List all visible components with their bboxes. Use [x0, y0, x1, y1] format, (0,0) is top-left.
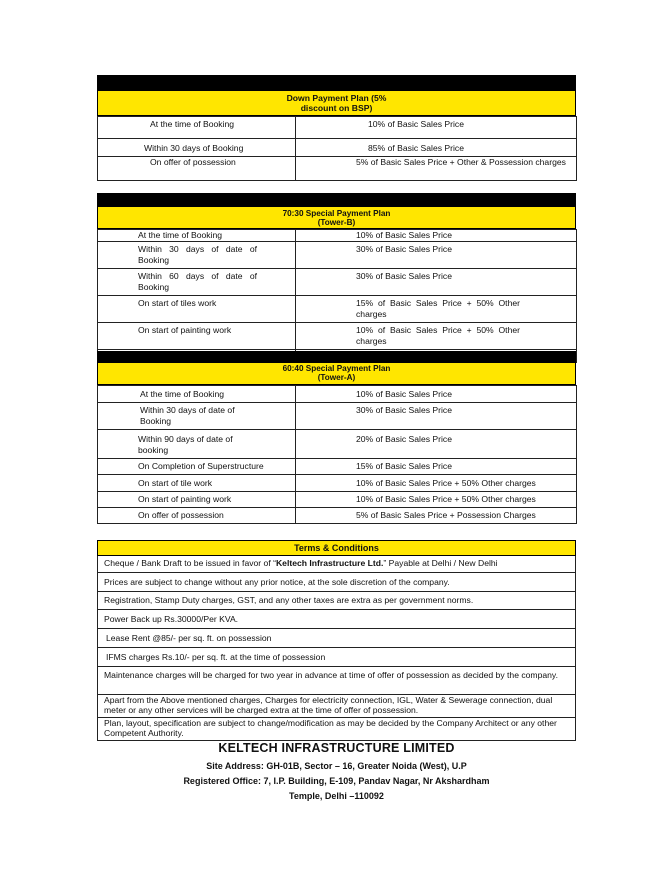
table-row	[98, 117, 577, 139]
stage-cell: Within 30 days of date of Booking	[98, 242, 296, 269]
section-header-bar	[97, 75, 576, 90]
table-row	[98, 157, 577, 181]
stage-cell: On start of tile work	[98, 475, 296, 492]
table-row	[98, 386, 577, 403]
stage-cell: Within 30 days of Booking	[98, 139, 296, 157]
down-payment-plan-section	[97, 75, 576, 181]
amount-cell: 10% of Basic Sales Price	[296, 386, 577, 403]
registered-office-city: Temple, Delhi –110092	[289, 791, 384, 801]
table-row	[98, 296, 577, 323]
table-row	[98, 492, 577, 508]
table-row	[98, 269, 577, 296]
company-footer	[97, 741, 576, 804]
stage-cell: On start of painting work	[98, 323, 296, 350]
company-name: KELTECH INFRASTRUCTURE LIMITED	[218, 741, 455, 755]
table-row	[98, 459, 577, 475]
table-row	[98, 430, 577, 459]
section-header-bar	[97, 351, 576, 362]
down-payment-plan-title: Down Payment Plan (5% discount on BSP)	[97, 90, 576, 116]
plan-7030-section	[97, 193, 576, 363]
amount-cell: 10% of Basic Sales Price + 50% Other charges	[296, 475, 577, 492]
amount-cell: 30% of Basic Sales Price	[296, 269, 577, 296]
amount-cell: 5% of Basic Sales Price + Other & Possession charges	[296, 157, 577, 181]
terms-item: Lease Rent @85/- per sq. ft. on possession	[97, 629, 576, 648]
amount-cell: 10% of Basic Sales Price	[296, 230, 577, 242]
amount-cell: 10% of Basic Sales Price + 50% Other charges	[296, 492, 577, 508]
table-row	[98, 139, 577, 157]
company-name-bold: Keltech Infrastructure Ltd.	[275, 558, 384, 568]
terms-item: Registration, Stamp Duty charges, GST, and any other taxes are extra as per government norms.	[97, 592, 576, 610]
table-row	[98, 242, 577, 269]
amount-cell: 15% of Basic Sales Price	[296, 459, 577, 475]
plan-6040-table	[97, 385, 577, 524]
table-row	[98, 475, 577, 492]
stage-cell: On offer of possession	[98, 508, 296, 524]
plan-7030-table	[97, 229, 577, 363]
stage-cell: On Completion of Superstructure	[98, 459, 296, 475]
terms-item: IFMS charges Rs.10/- per sq. ft. at the time of possession	[97, 648, 576, 667]
terms-item: Power Back up Rs.30000/Per KVA.	[97, 610, 576, 629]
amount-cell: 30% of Basic Sales Price	[296, 403, 577, 430]
terms-section	[97, 540, 576, 741]
stage-cell: On start of painting work	[98, 492, 296, 508]
section-header-bar	[97, 193, 576, 206]
stage-cell: Within 90 days of date of booking	[98, 430, 296, 459]
terms-item: Prices are subject to change without any prior notice, at the sole discretion of the company.	[97, 573, 576, 592]
terms-item: Apart from the Above mentioned charges, Charges for electricity connection, IGL, Water & Sewerage connection, dual meter or any other services will be charged extra at the time of offer of possession.	[97, 695, 576, 718]
amount-cell: 10% of Basic Sales Price + 50% Other charges	[296, 323, 577, 350]
plan-7030-title: 70:30 Special Payment Plan (Tower-B)	[97, 206, 576, 229]
stage-cell: On offer of possession	[98, 157, 296, 181]
table-row	[98, 230, 577, 242]
plan-6040-title: 60:40 Special Payment Plan (Tower-A)	[97, 362, 576, 385]
plan-6040-section	[97, 351, 576, 524]
stage-cell: At the time of Booking	[98, 117, 296, 139]
terms-title: Terms & Conditions	[97, 540, 576, 556]
terms-item-cheque: Cheque / Bank Draft to be issued in favor of “Keltech Infrastructure Ltd.” Payable at Delhi / New Delhi	[97, 556, 576, 573]
stage-cell: On start of tiles work	[98, 296, 296, 323]
site-address: Site Address: GH-01B, Sector – 16, Greater Noida (West), U.P	[206, 761, 467, 771]
table-row	[98, 403, 577, 430]
amount-cell: 5% of Basic Sales Price + Possession Charges	[296, 508, 577, 524]
amount-cell: 30% of Basic Sales Price	[296, 242, 577, 269]
amount-cell: 10% of Basic Sales Price	[296, 117, 577, 139]
terms-item: Maintenance charges will be charged for two year in advance at time of offer of possession as decided by the company.	[97, 667, 576, 695]
stage-cell: At the time of Booking	[98, 386, 296, 403]
stage-cell: Within 30 days of date of Booking	[98, 403, 296, 430]
table-row	[98, 508, 577, 524]
stage-cell: At the time of Booking	[98, 230, 296, 242]
amount-cell: 15% of Basic Sales Price + 50% Other charges	[296, 296, 577, 323]
terms-item: Plan, layout, specification are subject to change/modification as may be decided by the Company Architect or any other Competent Authority.	[97, 718, 576, 741]
amount-cell: 85% of Basic Sales Price	[296, 139, 577, 157]
registered-office: Registered Office: 7, I.P. Building, E-109, Pandav Nagar, Nr Akshardham	[183, 776, 490, 786]
stage-cell: Within 60 days of date of Booking	[98, 269, 296, 296]
amount-cell: 20% of Basic Sales Price	[296, 430, 577, 459]
down-payment-table	[97, 116, 577, 181]
table-row	[98, 323, 577, 350]
